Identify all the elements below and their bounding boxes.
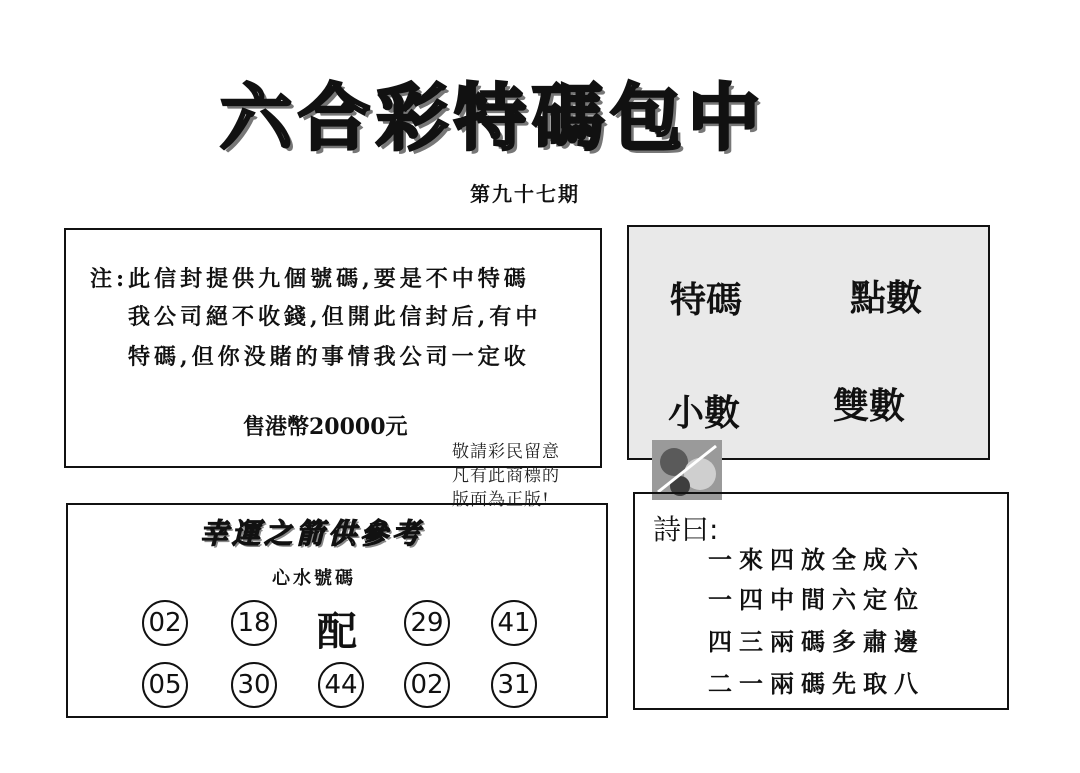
pair-label: 配 xyxy=(317,608,357,655)
number-ball: 02 xyxy=(142,600,188,646)
number-ball: 02 xyxy=(404,662,450,708)
notice-line: 敬請彩民留意 xyxy=(452,442,560,462)
poem-line: 一來四放全成六 xyxy=(708,545,925,574)
poem-line: 一四中間六定位 xyxy=(708,585,925,614)
note-line: 特碼,但你没賭的事情我公司一定收 xyxy=(128,344,530,370)
category-points: 點數 xyxy=(850,278,923,319)
authenticity-notice xyxy=(452,440,560,512)
number-ball: 05 xyxy=(142,662,188,708)
poem-line: 二一兩碼先取八 xyxy=(708,669,925,698)
issue-number: 第九十七期 xyxy=(470,182,580,206)
number-ball: 44 xyxy=(318,662,364,708)
price-text: 售港幣20000元 xyxy=(243,414,408,440)
lucky-title: 幸運之箭供參考 xyxy=(200,517,425,550)
notice-line: 版面為正版! xyxy=(452,490,550,510)
number-ball: 18 xyxy=(231,600,277,646)
number-ball: 31 xyxy=(491,662,537,708)
notice-line: 凡有此商標的 xyxy=(452,466,560,486)
number-ball: 30 xyxy=(231,662,277,708)
trademark-logo-icon xyxy=(652,440,722,500)
poem-title: 詩曰: xyxy=(653,513,719,546)
number-ball: 41 xyxy=(491,600,537,646)
number-ball: 29 xyxy=(404,600,450,646)
lucky-subtitle: 心水號碼 xyxy=(272,568,356,589)
category-special-code: 特碼 xyxy=(670,280,743,321)
note-line: 我公司絕不收錢,但開此信封后,有中 xyxy=(128,304,542,330)
category-even: 雙數 xyxy=(833,386,906,427)
poem-line: 四三兩碼多肅邊 xyxy=(708,627,925,656)
category-small: 小數 xyxy=(668,393,741,434)
page-title: 六合彩特碼包中 xyxy=(220,76,767,160)
note-line: 注:此信封提供九個號碼,要是不中特碼 xyxy=(90,266,530,292)
